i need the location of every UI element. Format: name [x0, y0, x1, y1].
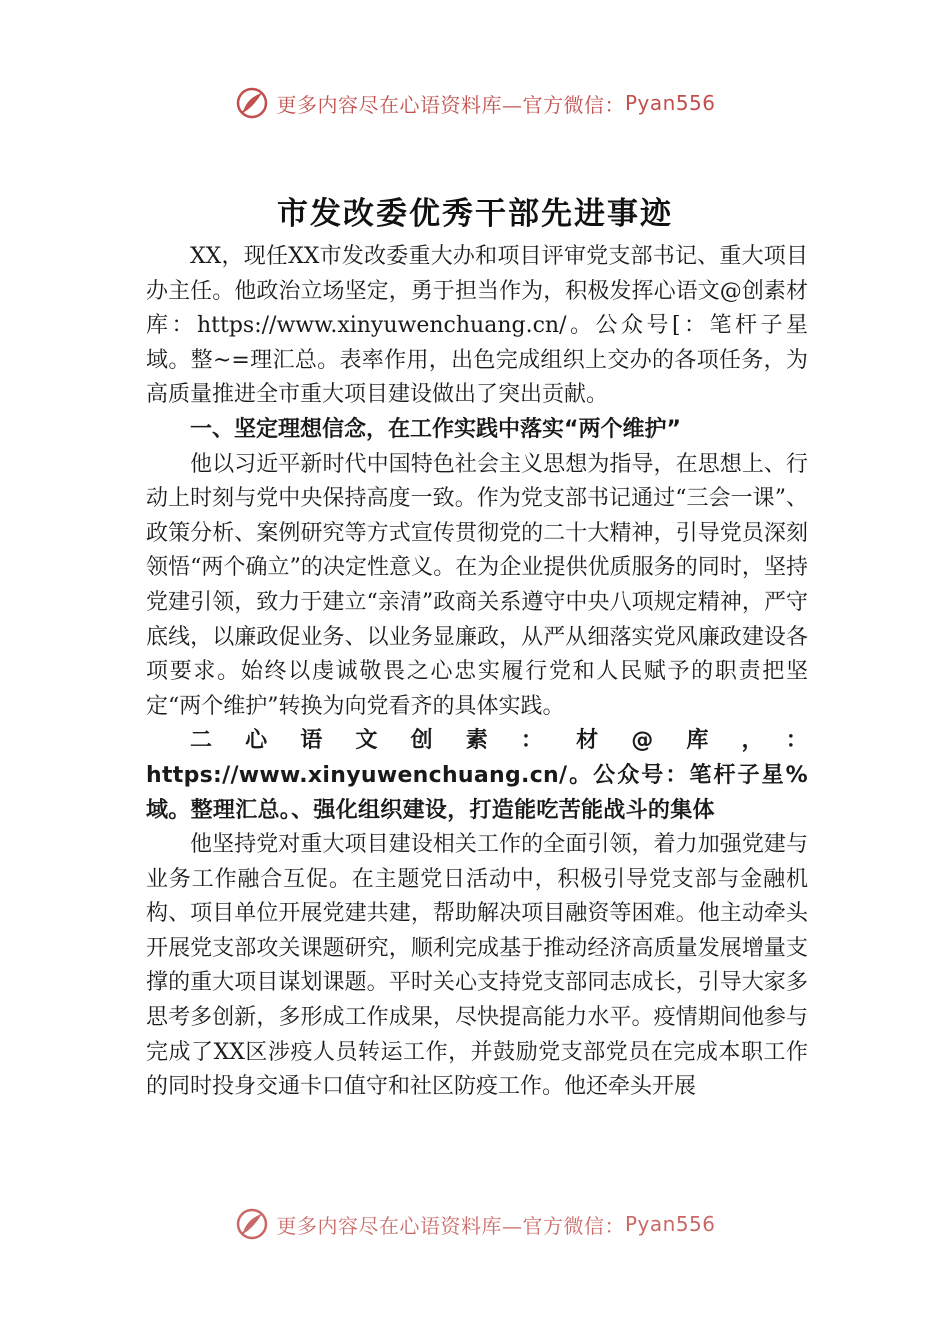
document-title: 市发改委优秀干部先进事迹	[277, 196, 673, 232]
logo-icon	[234, 1206, 270, 1242]
section-heading-1: 一、坚定理想信念，在工作实践中落实“两个维护”	[190, 416, 681, 442]
watermark-banner-top	[0, 83, 950, 123]
document-body	[146, 240, 808, 1105]
watermark-wechat-id: Pyan556	[624, 91, 716, 115]
watermark-text: 更多内容尽在心语资料库—官方微信：	[276, 92, 625, 117]
intro-paragraph: XX，现任XX市发改委重大办和项目评审党支部书记、重大项目办主任。他政治立场坚定，勇于担当作为，积极发挥心语文@创素材库：https://www.xinyuwenchuang.cn/。公众号[：笔杆子星域。整~=理汇总。表率作用，出色完成组织上交办的各项任务，为高质量推进全市重大项目建设做出了突出贡献。	[146, 244, 808, 408]
watermark-banner-bottom	[0, 1204, 950, 1244]
section-1-paragraph: 他以习近平新时代中国特色社会主义思想为指导，在思想上、行动上时刻与党中央保持高度一致。作为党支部书记通过“三会一课”、政策分析、案例研究等方式宣传贯彻党的二十大精神，引导党员深刻领悟“两个确立”的决定性意义。在为企业提供优质服务的同时，坚持党建引领，致力于建立“亲清”政商关系遵守中央八项规定精神，严守底线，以廉政促业务、以业务显廉政，从严从细落实党风廉政建设各项要求。始终以虔诚敬畏之心忠实履行党和人民赋予的职责把坚定“两个维护”转换为向党看齐的具体实践。	[146, 451, 808, 719]
watermark-wechat-id: Pyan556	[624, 1212, 716, 1236]
watermark-text: 更多内容尽在心语资料库—官方微信：	[276, 1213, 625, 1238]
section-heading-2: 二心语文创素：材@库，：https://www.xinyuwenchuang.cn/。公众号：笔杆子星%域。整理汇总。、强化组织建设，打造能吃苦能战斗的集体	[146, 728, 808, 823]
logo-icon	[234, 85, 270, 121]
section-2-paragraph: 他坚持党对重大项目建设相关工作的全面引领，着力加强党建与业务工作融合互促。在主题党日活动中，积极引导党支部与金融机构、项目单位开展党建共建，帮助解决项目融资等困难。他主动牵头开展党支部攻关课题研究，顺利完成基于推动经济高质量发展增量支撑的重大项目谋划课题。平时关心支持党支部同志成长，引导大家多思考多创新，多形成工作成果，尽快提高能力水平。疫情期间他参与完成了XX区涉疫人员转运工作，并鼓励党支部党员在完成本职工作的同时投身交通卡口值守和社区防疫工作。他还牵头开展	[146, 832, 808, 1100]
